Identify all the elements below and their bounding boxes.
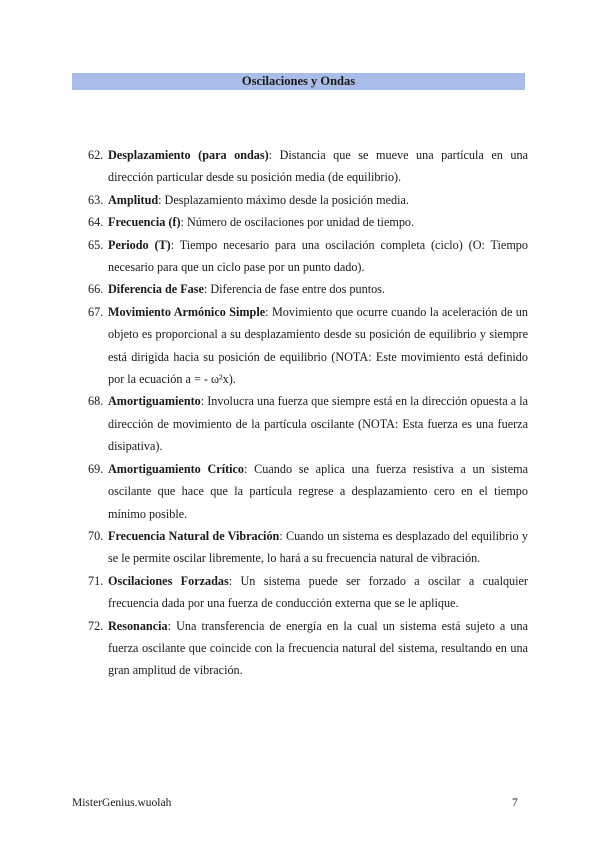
definition-text: : Tiempo necesario para una oscilación completa (ciclo) (O: Tiempo necesario para que un ciclo pase por un punto dado). xyxy=(108,237,528,275)
definition-term: Frecuencia (f) xyxy=(108,215,181,230)
definition-text: : Distancia que se mueve una partícula en una dirección particular desde su posición media (de equilibrio). xyxy=(108,148,528,185)
item-number: 68. xyxy=(88,394,104,409)
definition-term: Desplazamiento (para ondas) xyxy=(108,148,269,162)
definition-item xyxy=(88,278,528,300)
definition-text: : Diferencia de fase entre dos puntos. xyxy=(203,282,385,297)
item-number: 69. xyxy=(88,461,104,476)
definition-term: Periodo (T) xyxy=(108,237,171,252)
item-number: 72. xyxy=(88,618,104,633)
definition-term: Amplitud xyxy=(108,192,159,207)
section-title: Oscilaciones y Ondas xyxy=(72,73,525,90)
definition-item xyxy=(88,458,528,525)
definition-text: : Cuando un sistema es desplazado del equilibrio y se le permite oscilar libremente, lo hará a su frecuencia natural de vibración. xyxy=(108,528,528,566)
definition-item xyxy=(88,390,528,457)
definition-term: Diferencia de Fase xyxy=(108,282,204,297)
item-number: 70. xyxy=(88,528,104,543)
definition-term: Amortiguamiento xyxy=(108,394,201,409)
definition-text: : Una transferencia de energía en la cual un sistema está sujeto a una fuerza oscilante que coincide con la frecuencia natural del sistema, resultando en una gran amplitud de vibración. xyxy=(108,618,528,678)
item-number: 64. xyxy=(88,215,104,230)
definition-item xyxy=(88,615,528,682)
definition-list xyxy=(88,144,528,682)
definition-text: : Un sistema puede ser forzado a oscilar a cualquier frecuencia dada por una fuerza de conducción externa que se le aplique. xyxy=(108,573,528,611)
item-number: 66. xyxy=(88,282,104,297)
item-number: 62. xyxy=(88,148,104,162)
item-number: 67. xyxy=(88,304,104,319)
definition-text: : Desplazamiento máximo desde la posición media. xyxy=(158,192,409,207)
definition-text: : Cuando se aplica una fuerza resistiva a un sistema oscilante que hace que la partícula regrese a desplazamiento cero en el tiempo mínimo posible. xyxy=(108,461,528,521)
definition-item xyxy=(88,189,528,211)
definition-item xyxy=(88,525,528,570)
definition-item xyxy=(88,211,528,233)
item-number: 65. xyxy=(88,237,104,252)
item-number: 63. xyxy=(88,192,104,207)
definition-item xyxy=(88,234,528,279)
definition-text: : Movimiento que ocurre cuando la aceleración de un objeto es proporcional a su desplazamiento desde su posición de equilibrio y siempre está dirigida hacia su posición de equilibrio (NOTA: Este movimiento está definido por la ecuación a = - ω²x). xyxy=(108,304,528,387)
definition-term: Frecuencia Natural de Vibración xyxy=(108,528,280,543)
definition-text: : Número de oscilaciones por unidad de tiempo. xyxy=(180,215,415,230)
definition-term: Amortiguamiento Crítico xyxy=(108,461,245,476)
definition-term: Oscilaciones Forzadas xyxy=(108,573,229,588)
definition-item xyxy=(88,301,528,391)
definition-item xyxy=(88,570,528,615)
footer-author: MisterGenius.wuolah xyxy=(72,797,172,809)
item-number: 71. xyxy=(88,573,104,588)
definition-text: : Involucra una fuerza que siempre está en la dirección opuesta a la dirección de movimiento de la partícula oscilante (NOTA: Esta fuerza es una fuerza disipativa). xyxy=(108,394,528,454)
definition-term: Resonancia xyxy=(108,618,168,633)
definition-item xyxy=(88,144,528,189)
page-number: 7 xyxy=(512,797,518,809)
definition-term: Movimiento Armónico Simple xyxy=(108,304,266,319)
